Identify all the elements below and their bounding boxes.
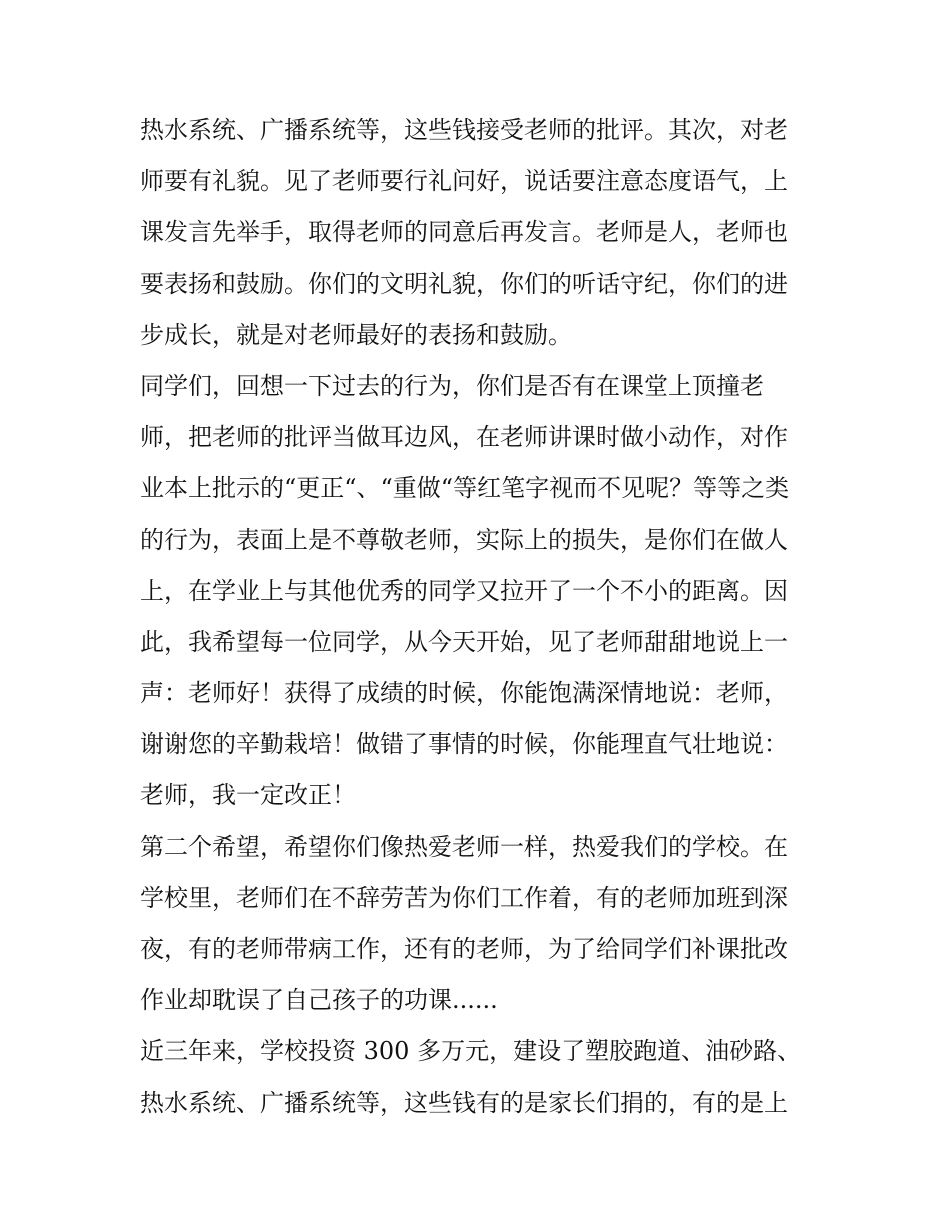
text-line: 此，我希望每一位同学，从今天开始，见了老师甜甜地说上一 bbox=[140, 627, 788, 656]
text-line: 同学们，回想一下过去的行为，你们是否有在课堂上顶撞老 bbox=[140, 371, 764, 400]
text-line: 夜，有的老师带病工作，还有的老师，为了给同学们补课批改 bbox=[140, 935, 788, 963]
text-line: 步成长，就是对老师最好的表扬和鼓励。 bbox=[140, 320, 572, 349]
text-line: 声：老师好！获得了成绩的时候，你能饱满深情地说：老师， bbox=[140, 679, 788, 708]
text-line: 学校里，老师们在不辞劳苦为你们工作着，有的老师加班到深 bbox=[140, 883, 788, 912]
text-line: 上，在学业上与其他优秀的同学又拉开了一个不小的距离。因 bbox=[140, 576, 788, 605]
text-line: 师要有礼貌。见了老师要行礼问好，说话要注意态度语气，上 bbox=[140, 167, 788, 196]
text-line: 老师，我一定改正！ bbox=[140, 781, 356, 810]
text-line: 热水系统、广播系统等，这些钱有的是家长们捐的，有的是上 bbox=[140, 1088, 788, 1117]
document-body-text bbox=[140, 105, 820, 1129]
text-line: 谢谢您的辛勤栽培！做错了事情的时候，你能理直气壮地说： bbox=[140, 730, 788, 759]
text-line: 近三年来，学校投资 300 多万元，建设了塑胶跑道、油砂路、 bbox=[140, 1037, 802, 1066]
text-line: 要表扬和鼓励。你们的文明礼貌，你们的听话守纪，你们的进 bbox=[140, 269, 788, 298]
text-line: 热水系统、广播系统等，这些钱接受老师的批评。其次，对老 bbox=[140, 116, 788, 144]
text-line: 业本上批示的“更正“、“重做“等红笔字视而不见呢？等等之类 bbox=[140, 474, 790, 503]
text-line: 作业却耽误了自己孩子的功课...... bbox=[140, 986, 498, 1015]
text-line: 第二个希望，希望你们像热爱老师一样，热爱我们的学校。在 bbox=[140, 832, 788, 861]
text-line: 课发言先举手，取得老师的同意后再发言。老师是人，老师也 bbox=[140, 218, 788, 247]
text-line: 的行为，表面上是不尊敬老师，实际上的损失，是你们在做人 bbox=[140, 525, 788, 554]
text-line: 师，把老师的批评当做耳边风，在老师讲课时做小动作，对作 bbox=[140, 423, 788, 452]
